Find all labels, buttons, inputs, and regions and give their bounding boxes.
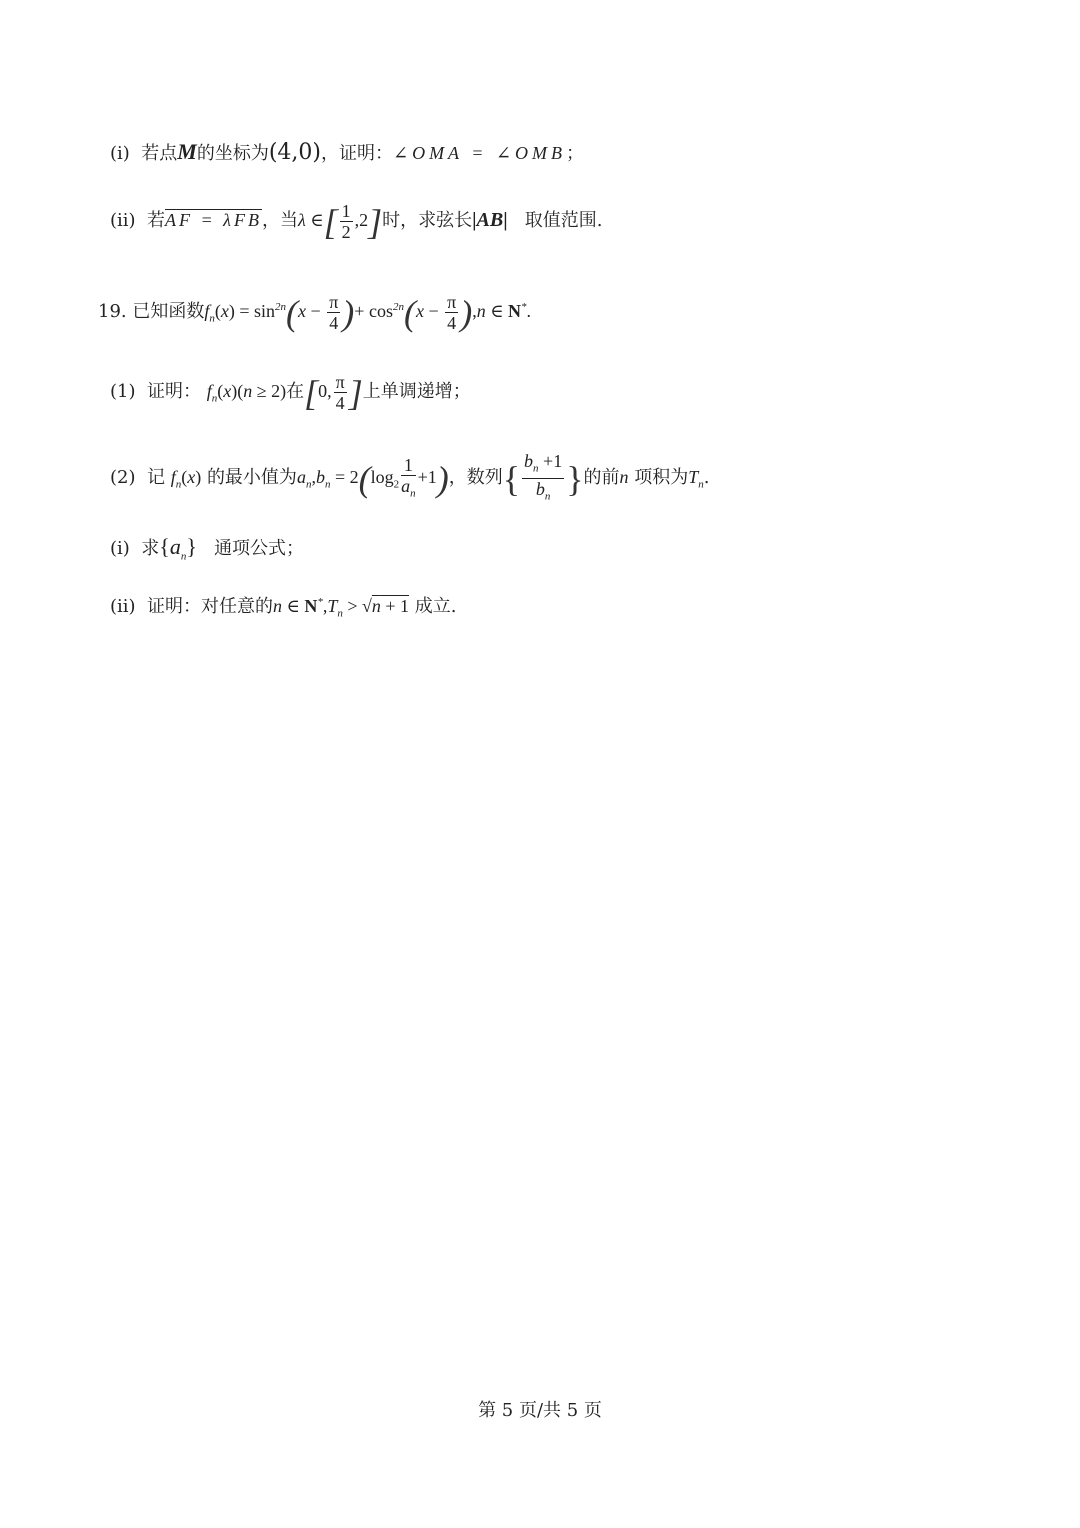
q19-part-2-i: (i) 求$\{a_n\}$ 通项公式； — [110, 534, 305, 563]
q18-part-i: (i) 若点M的坐标为(4,0)，证明：∠OMA = ∠OMB； — [110, 139, 584, 165]
formula-fn-condition: $f_n(x)(n \ge 2)$ — [206, 381, 287, 405]
formula-sequence: { $\frac{b_n +1}{b_n}$ } — [502, 450, 584, 503]
formula-vector-relation: AF = λFB — [165, 210, 262, 230]
formula-n: n — [619, 467, 629, 487]
formula-point: (4,0) — [268, 140, 321, 165]
q19-part-1: (1) 证明： $f_n(x)(n \ge 2)$在[0, $\frac{\pi}{4}$ ]上单调递增； — [110, 372, 471, 414]
formula-M: M — [177, 139, 197, 164]
formula-fn: $f_n(x)$ — [170, 467, 202, 491]
page-footer: 第 5 页/共 5 页 — [478, 1400, 602, 1421]
part-label: (i) — [110, 143, 130, 164]
formula-lambda-range: λ ∈[ $\frac{1}{2}$ ,2] — [297, 201, 383, 243]
formula-interval: [0, $\frac{\pi}{4}$ ] — [304, 372, 363, 414]
formula-chord-AB: |AB| — [472, 209, 508, 231]
formula-fn-definition: $f_n(x) = \sin^{2n}(x$ − $\frac{\pi}{4}$ )+ $\cos^{2n}(x$ − $\frac{\pi}{4}$ ),n ∈ N*. — [204, 292, 532, 334]
formula-bn-definition: $a_n,b_n = 2(\log_2$ $\frac{1}{a_n}$ +1) — [296, 454, 449, 500]
formula-an-sequence: $\{a_n\}$ — [159, 534, 197, 563]
q19-stem: 19. 已知函数$f_n(x) = \sin^{2n}(x$ − $\frac{\pi}{4}$ )+ $\cos^{2n}(x$ − $\frac{\pi}{4}$ ),n ∈ N*. — [98, 292, 532, 334]
q18-part-ii: (ii) 若AF = λFB，当λ ∈[ $\frac{1}{2}$ ,2]时，求弦长|AB| 取值范围. — [110, 201, 603, 243]
formula-angle-equality: ∠OMA = ∠OMB — [392, 143, 566, 163]
q19-part-2-ii: (ii) 证明：对任意的n ∈ $N^*,T_n > √n + 1$ 成立. — [110, 596, 457, 620]
formula-inequality: n ∈ $N^*,T_n > √n + 1$ — [273, 596, 410, 620]
formula-Tn: $T_n$ — [688, 467, 704, 491]
q19-part-2: (2) 记 $f_n(x)$ 的最小值为$a_n,b_n = 2(\log_2$ $\frac{1}{a_n}$ +1)，数列{ $\frac{b_n +1}{b_n}$ }的前n 项积为$T_n$. — [110, 450, 710, 503]
